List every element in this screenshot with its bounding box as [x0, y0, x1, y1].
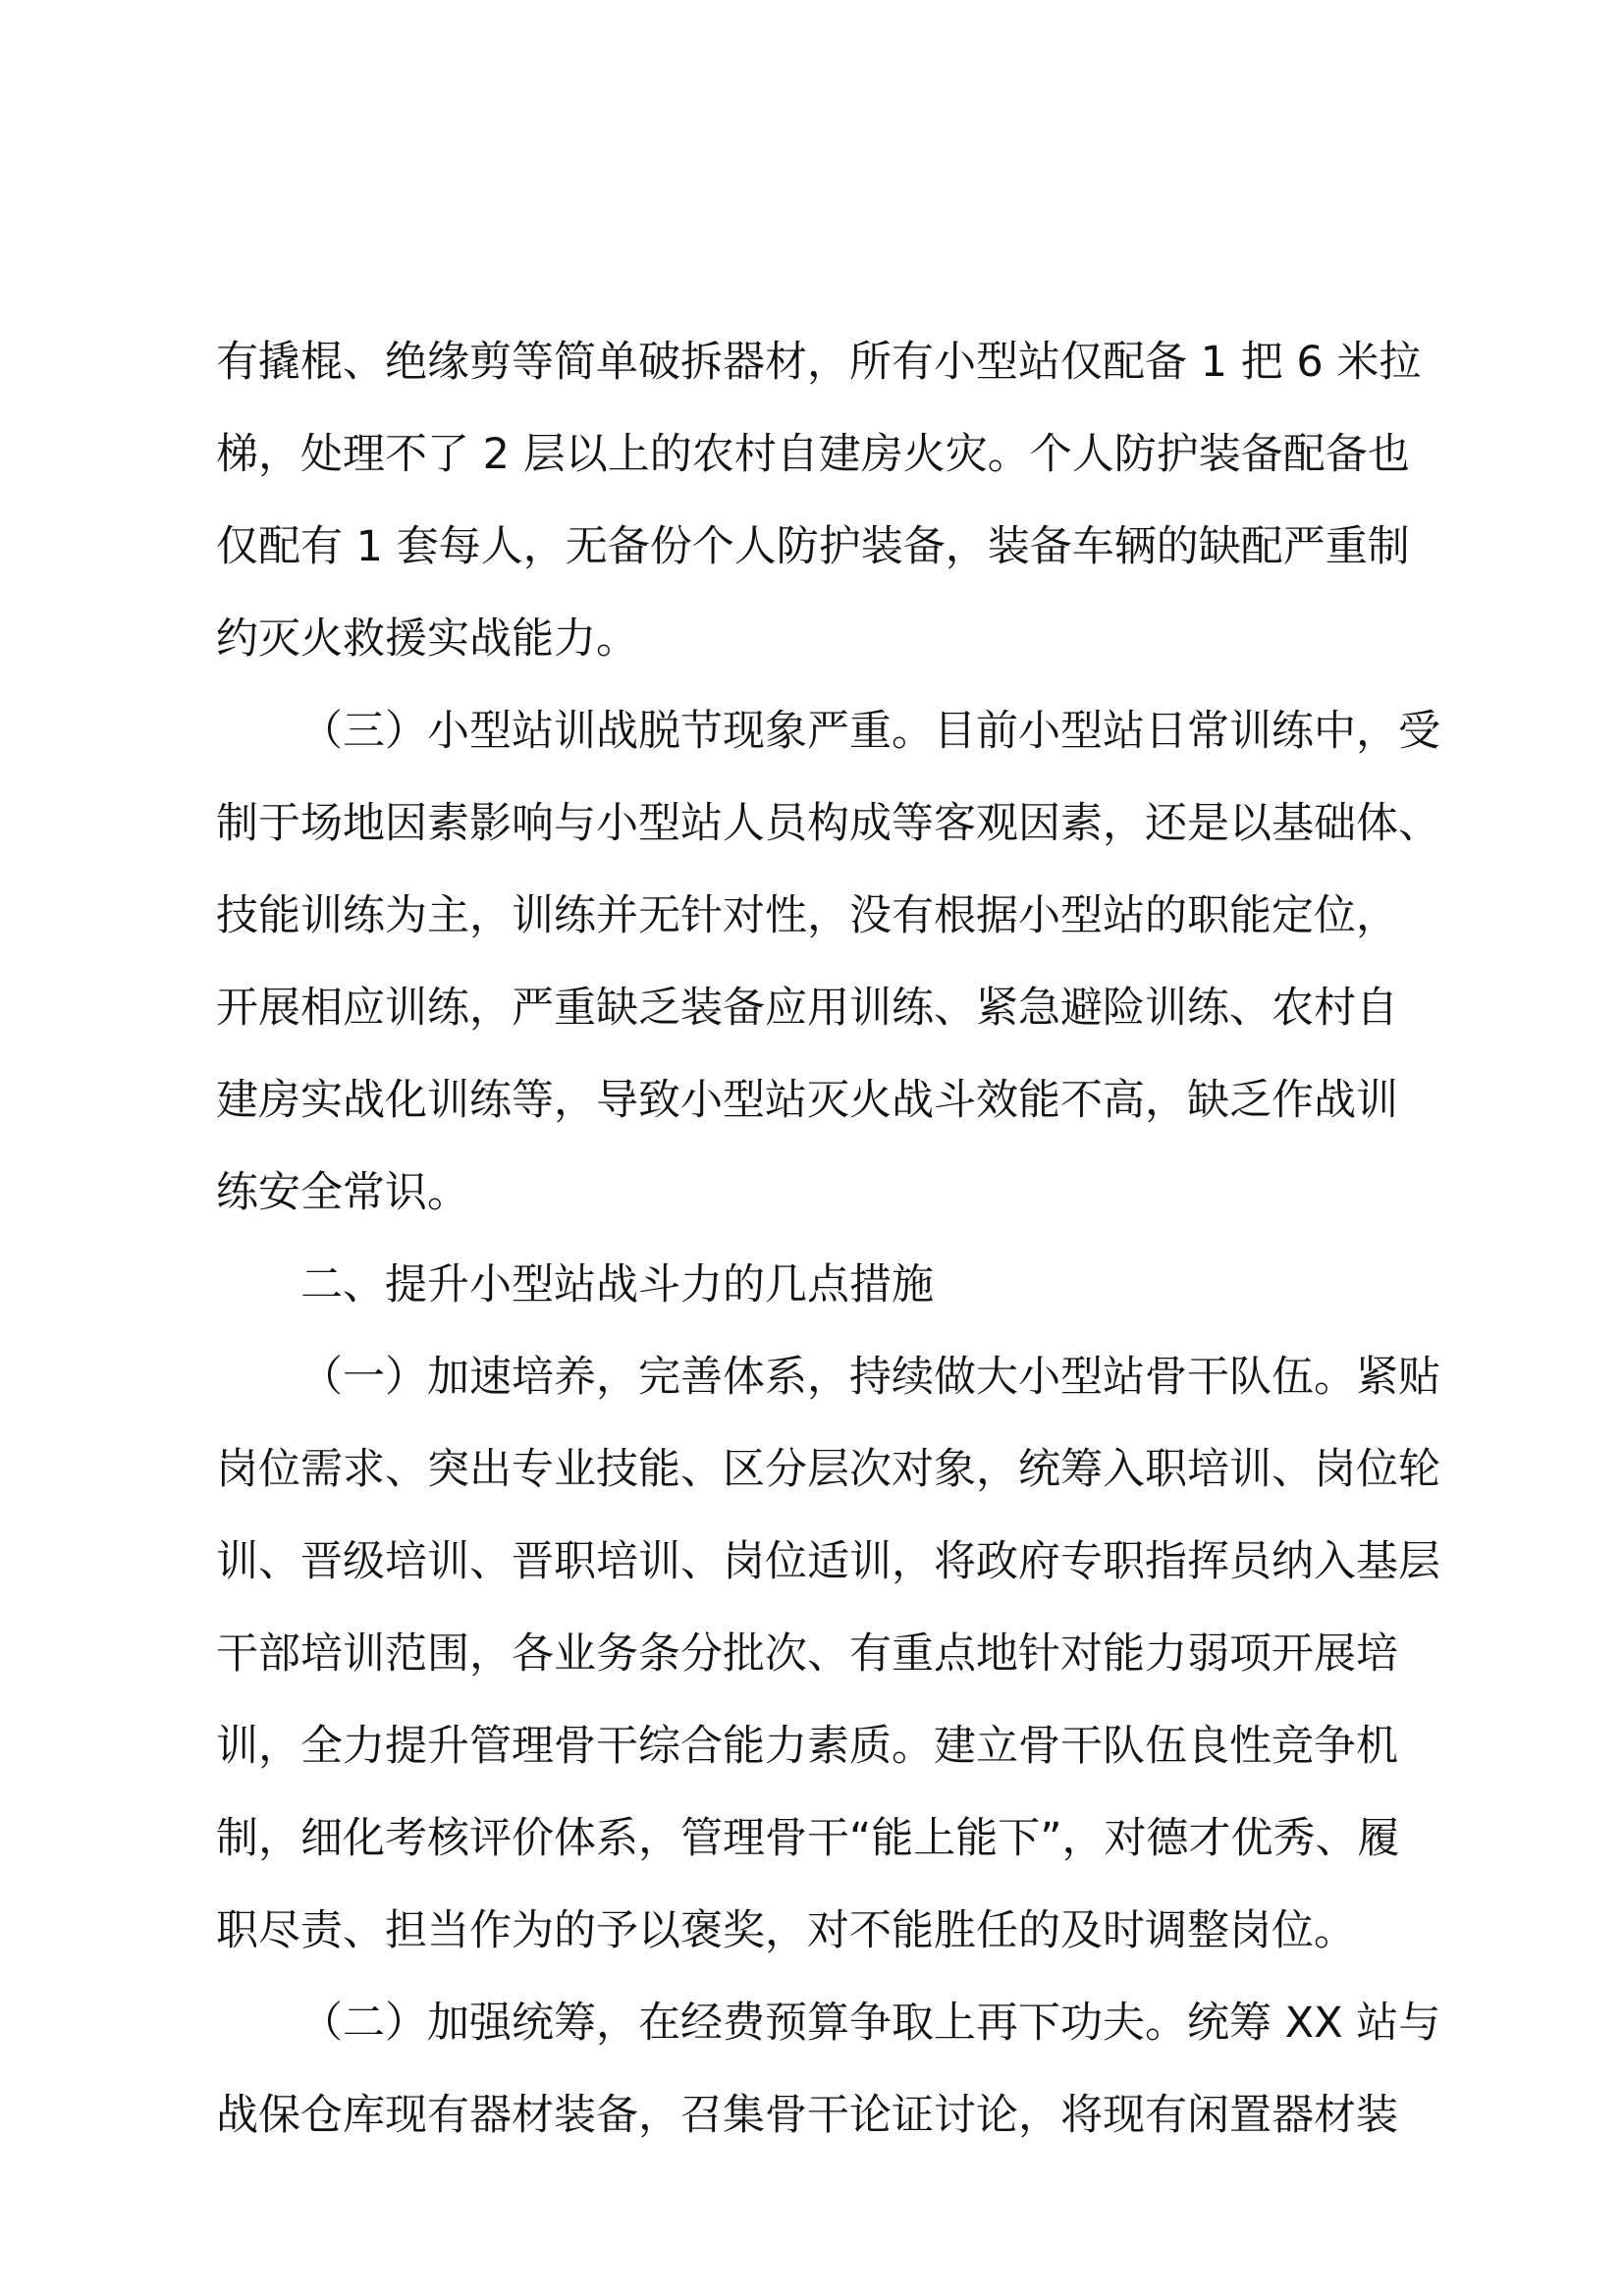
text-line: 岗位需求、突出专业技能、区分层次对象，统筹入职培训、岗位轮 [216, 1445, 1440, 1494]
text-line: 训、晋级培训、晋职培训、岗位适训，将政府专职指挥员纳入基层 [216, 1537, 1440, 1586]
text-line: 梯，处理不了 2 层以上的农村自建房火灾。个人防护装备配备也 [216, 430, 1410, 479]
text-line: 干部培训范围，各业务条分批次、有重点地针对能力弱项开展培 [216, 1629, 1398, 1679]
section-heading-line: （二）加强统筹，在经费预算争取上再下功夫。统筹 XX 站与 [300, 1999, 1441, 2048]
section-heading-line: （三）小型站训战脱节现象严重。目前小型站日常训练中，受 [300, 707, 1440, 756]
text-line: 制，细化考核评价体系，管理骨干“能上能下”，对德才优秀、履 [216, 1814, 1400, 1863]
section-heading-line: （一）加速培养，完善体系，持续做大小型站骨干队伍。紧贴 [300, 1353, 1440, 1402]
text-line: 练安全常识。 [216, 1168, 469, 1217]
text-line: 技能训练为主，训练并无针对性，没有根据小型站的职能定位， [216, 891, 1398, 940]
text-line: 制于场地因素影响与小型站人员构成等客观因素，还是以基础体、 [216, 799, 1440, 848]
chapter-heading: 二、提升小型站战斗力的几点措施 [300, 1260, 934, 1309]
text-line: 开展相应训练，严重缺乏装备应用训练、紧急避险训练、农村自 [216, 984, 1398, 1033]
text-line: 训，全力提升管理骨干综合能力素质。建立骨干队伍良性竞争机 [216, 1722, 1398, 1771]
body-text [216, 316, 1441, 2162]
text-line: 约灭火救援实战能力。 [216, 614, 638, 664]
text-line: 仅配有 1 套每人，无备份个人防护装备，装备车辆的缺配严重制 [216, 522, 1410, 571]
text-line: 有撬棍、绝缘剪等简单破拆器材，所有小型站仅配备 1 把 6 米拉 [216, 338, 1422, 387]
text-line: 战保仓库现有器材装备，召集骨干论证讨论，将现有闲置器材装 [216, 2091, 1398, 2140]
text-line: 职尽责、担当作为的予以褒奖，对不能胜任的及时调整岗位。 [216, 1906, 1356, 1955]
text-line: 建房实战化训练等，导致小型站灭火战斗效能不高，缺乏作战训 [216, 1076, 1398, 1125]
